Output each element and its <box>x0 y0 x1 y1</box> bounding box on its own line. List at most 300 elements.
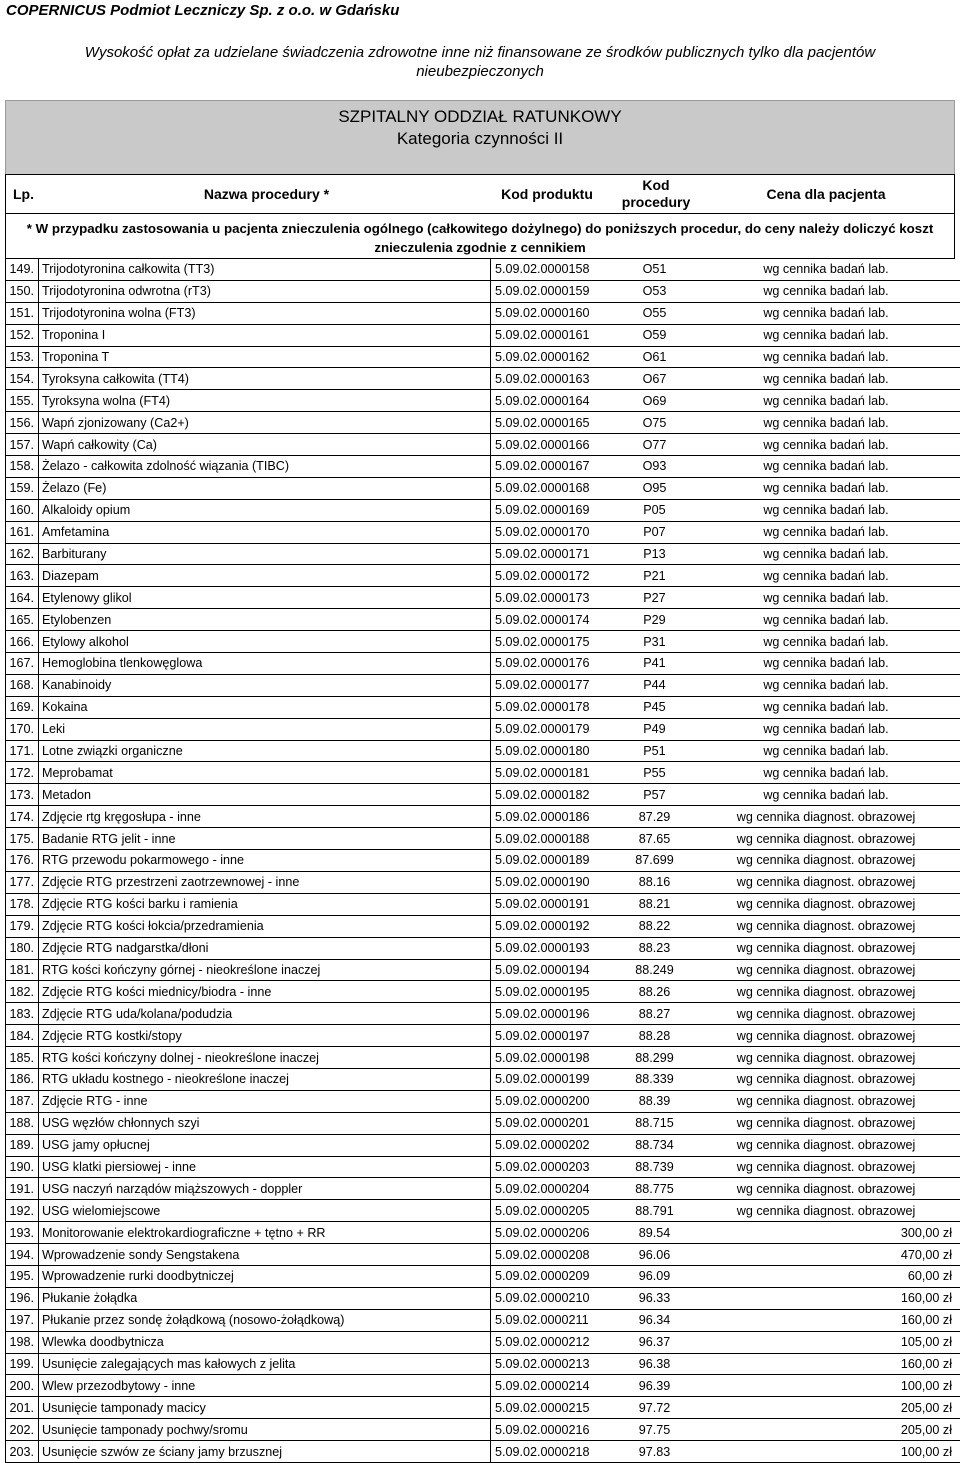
table-row <box>6 718 960 740</box>
procedure-name: Hemoglobina tlenkowęglowa <box>39 653 491 675</box>
row-number: 192. <box>6 1200 39 1222</box>
procedure-code: O61 <box>617 346 692 368</box>
procedure-name: Diazepam <box>39 565 491 587</box>
product-code: 5.09.02.0000180 <box>491 740 618 762</box>
product-code: 5.09.02.0000209 <box>491 1265 618 1287</box>
procedure-code: P44 <box>617 674 692 696</box>
row-number: 201. <box>6 1397 39 1419</box>
procedure-name: RTG przewodu pokarmowego - inne <box>39 850 491 872</box>
procedure-code: 88.791 <box>617 1200 692 1222</box>
procedure-name: Usunięcie zalegających mas kałowych z jelita <box>39 1353 491 1375</box>
procedure-code: O77 <box>617 434 692 456</box>
table-row <box>6 806 960 828</box>
procedure-code: P21 <box>617 565 692 587</box>
procedure-code: 87.699 <box>617 850 692 872</box>
price: wg cennika badań lab. <box>692 784 960 806</box>
procedure-name: Zdjęcie rtg kręgosłupa - inne <box>39 806 491 828</box>
product-code: 5.09.02.0000200 <box>491 1090 618 1112</box>
product-code: 5.09.02.0000161 <box>491 324 618 346</box>
product-code: 5.09.02.0000203 <box>491 1156 618 1178</box>
product-code: 5.09.02.0000204 <box>491 1178 618 1200</box>
procedure-code: 88.27 <box>617 1003 692 1025</box>
price: 160,00 zł <box>692 1353 960 1375</box>
table-row <box>6 390 960 412</box>
procedure-name: Kokaina <box>39 696 491 718</box>
row-number: 187. <box>6 1090 39 1112</box>
row-number: 167. <box>6 653 39 675</box>
table-row <box>6 259 960 280</box>
table-row <box>6 1331 960 1353</box>
table-row <box>6 368 960 390</box>
procedure-code: P05 <box>617 499 692 521</box>
procedure-name: USG naczyń narządów miąższowych - doppler <box>39 1178 491 1200</box>
table-row <box>6 893 960 915</box>
table-row <box>6 302 960 324</box>
procedure-name: Płukanie przez sondę żołądkową (nosowo-żołądkową) <box>39 1309 491 1331</box>
price: wg cennika diagnost. obrazowej <box>692 1134 960 1156</box>
price: 160,00 zł <box>692 1287 960 1309</box>
product-code: 5.09.02.0000192 <box>491 915 618 937</box>
product-code: 5.09.02.0000206 <box>491 1222 618 1244</box>
row-number: 194. <box>6 1244 39 1266</box>
table-row <box>6 828 960 850</box>
procedure-code: O59 <box>617 324 692 346</box>
price: wg cennika diagnost. obrazowej <box>692 1200 960 1222</box>
procedure-name: Płukanie żołądka <box>39 1287 491 1309</box>
product-code: 5.09.02.0000160 <box>491 302 618 324</box>
procedure-code: O95 <box>617 477 692 499</box>
product-code: 5.09.02.0000190 <box>491 871 618 893</box>
row-number: 177. <box>6 871 39 893</box>
product-code: 5.09.02.0000208 <box>491 1244 618 1266</box>
procedure-name: Usunięcie szwów ze ściany jamy brzusznej <box>39 1441 491 1463</box>
procedure-name: Zdjęcie RTG uda/kolana/podudzia <box>39 1003 491 1025</box>
row-number: 202. <box>6 1419 39 1441</box>
table-row <box>6 1112 960 1134</box>
table-row <box>6 1068 960 1090</box>
table-row <box>6 1244 960 1266</box>
procedure-name: Tyroksyna wolna (FT4) <box>39 390 491 412</box>
product-code: 5.09.02.0000162 <box>491 346 618 368</box>
price: 60,00 zł <box>692 1265 960 1287</box>
table-row <box>6 937 960 959</box>
row-number: 178. <box>6 893 39 915</box>
table-row <box>6 915 960 937</box>
procedure-name: Badanie RTG jelit - inne <box>39 828 491 850</box>
table-row <box>6 1441 960 1463</box>
product-code: 5.09.02.0000212 <box>491 1331 618 1353</box>
product-code: 5.09.02.0000210 <box>491 1287 618 1309</box>
price: wg cennika badań lab. <box>692 762 960 784</box>
price: wg cennika diagnost. obrazowej <box>692 1178 960 1200</box>
table-row <box>6 1287 960 1309</box>
table-row <box>6 1025 960 1047</box>
product-code: 5.09.02.0000214 <box>491 1375 618 1397</box>
procedure-name: USG węzłów chłonnych szyi <box>39 1112 491 1134</box>
procedure-name: Trijodotyronina odwrotna (rT3) <box>39 280 491 302</box>
procedure-name: USG klatki piersiowej - inne <box>39 1156 491 1178</box>
table-row <box>6 850 960 872</box>
row-number: 191. <box>6 1178 39 1200</box>
procedure-code: O67 <box>617 368 692 390</box>
table-row <box>6 434 960 456</box>
price: wg cennika badań lab. <box>692 456 960 478</box>
price: wg cennika badań lab. <box>692 718 960 740</box>
price: wg cennika diagnost. obrazowej <box>692 1003 960 1025</box>
row-number: 181. <box>6 959 39 981</box>
procedure-name: RTG kości kończyny górnej - nieokreślone inaczej <box>39 959 491 981</box>
product-code: 5.09.02.0000218 <box>491 1441 618 1463</box>
price: wg cennika diagnost. obrazowej <box>692 893 960 915</box>
procedure-code: P27 <box>617 587 692 609</box>
price: 205,00 zł <box>692 1419 960 1441</box>
price: wg cennika badań lab. <box>692 477 960 499</box>
procedure-code: 96.06 <box>617 1244 692 1266</box>
procedure-name: Żelazo - całkowita zdolność wiązania (TIBC) <box>39 456 491 478</box>
table-row <box>6 1265 960 1287</box>
procedure-code: 88.39 <box>617 1090 692 1112</box>
row-number: 168. <box>6 674 39 696</box>
section-subtitle: Kategoria czynności II <box>6 129 954 149</box>
row-number: 169. <box>6 696 39 718</box>
procedure-code: 88.22 <box>617 915 692 937</box>
table-row <box>6 521 960 543</box>
table-row <box>6 959 960 981</box>
product-code: 5.09.02.0000202 <box>491 1134 618 1156</box>
procedure-name: Zdjęcie RTG nadgarstka/dłoni <box>39 937 491 959</box>
procedure-name: Lotne związki organiczne <box>39 740 491 762</box>
procedure-code: 88.734 <box>617 1134 692 1156</box>
product-code: 5.09.02.0000168 <box>491 477 618 499</box>
price: wg cennika diagnost. obrazowej <box>692 981 960 1003</box>
product-code: 5.09.02.0000178 <box>491 696 618 718</box>
procedure-name: Trijodotyronina całkowita (TT3) <box>39 259 491 280</box>
procedure-code: O75 <box>617 412 692 434</box>
procedure-name: Alkaloidy opium <box>39 499 491 521</box>
row-number: 159. <box>6 477 39 499</box>
table-row <box>6 653 960 675</box>
product-code: 5.09.02.0000201 <box>491 1112 618 1134</box>
price: 205,00 zł <box>692 1397 960 1419</box>
row-number: 195. <box>6 1265 39 1287</box>
price: wg cennika diagnost. obrazowej <box>692 1068 960 1090</box>
procedure-code: O93 <box>617 456 692 478</box>
price: wg cennika badań lab. <box>692 324 960 346</box>
procedure-code: 96.34 <box>617 1309 692 1331</box>
price: wg cennika diagnost. obrazowej <box>692 828 960 850</box>
row-number: 203. <box>6 1441 39 1463</box>
product-code: 5.09.02.0000175 <box>491 631 618 653</box>
document-subtitle: Wysokość opłat za udzielane świadczenia zdrowotne inne niż finansowane ze środków publicznych tylko dla pacjentów nieubezpieczonych <box>20 43 940 81</box>
row-number: 165. <box>6 609 39 631</box>
procedure-name: Zdjęcie RTG kostki/stopy <box>39 1025 491 1047</box>
product-code: 5.09.02.0000177 <box>491 674 618 696</box>
table-row <box>6 1375 960 1397</box>
product-code: 5.09.02.0000158 <box>491 259 618 280</box>
row-number: 189. <box>6 1134 39 1156</box>
price: wg cennika badań lab. <box>692 653 960 675</box>
row-number: 158. <box>6 456 39 478</box>
column-header-price: Cena dla pacjenta <box>696 175 956 213</box>
table-row <box>6 565 960 587</box>
price: wg cennika diagnost. obrazowej <box>692 1112 960 1134</box>
column-header-product-code: Kod produktu <box>484 175 610 213</box>
price: wg cennika badań lab. <box>692 302 960 324</box>
row-number: 166. <box>6 631 39 653</box>
price: wg cennika diagnost. obrazowej <box>692 1156 960 1178</box>
product-code: 5.09.02.0000213 <box>491 1353 618 1375</box>
table-row <box>6 1200 960 1222</box>
procedure-code: 88.739 <box>617 1156 692 1178</box>
procedure-code: 96.39 <box>617 1375 692 1397</box>
price: 105,00 zł <box>692 1331 960 1353</box>
procedure-name: Etylenowy glikol <box>39 587 491 609</box>
procedure-name: Wapń całkowity (Ca) <box>39 434 491 456</box>
procedure-name: Usunięcie tamponady macicy <box>39 1397 491 1419</box>
product-code: 5.09.02.0000215 <box>491 1397 618 1419</box>
procedure-name: Wprowadzenie rurki doodbytniczej <box>39 1265 491 1287</box>
procedure-code: P13 <box>617 543 692 565</box>
product-code: 5.09.02.0000205 <box>491 1200 618 1222</box>
procedure-code: P45 <box>617 696 692 718</box>
table-row <box>6 1090 960 1112</box>
procedure-code: P31 <box>617 631 692 653</box>
procedure-name: RTG kości kończyny dolnej - nieokreślone inaczej <box>39 1047 491 1069</box>
row-number: 199. <box>6 1353 39 1375</box>
procedure-name: RTG układu kostnego - nieokreślone inaczej <box>39 1068 491 1090</box>
procedure-code: 88.715 <box>617 1112 692 1134</box>
table-row <box>6 1222 960 1244</box>
table-row <box>6 1134 960 1156</box>
table-row <box>6 696 960 718</box>
price: wg cennika badań lab. <box>692 521 960 543</box>
row-number: 161. <box>6 521 39 543</box>
procedure-code: 88.339 <box>617 1068 692 1090</box>
procedure-code: 87.29 <box>617 806 692 828</box>
table-row <box>6 1309 960 1331</box>
row-number: 160. <box>6 499 39 521</box>
product-code: 5.09.02.0000189 <box>491 850 618 872</box>
product-code: 5.09.02.0000165 <box>491 412 618 434</box>
table-row <box>6 346 960 368</box>
product-code: 5.09.02.0000173 <box>491 587 618 609</box>
product-code: 5.09.02.0000191 <box>491 893 618 915</box>
procedure-code: P57 <box>617 784 692 806</box>
procedure-name: Zdjęcie RTG kości łokcia/przedramienia <box>39 915 491 937</box>
table-row <box>6 1178 960 1200</box>
product-code: 5.09.02.0000164 <box>491 390 618 412</box>
price: wg cennika diagnost. obrazowej <box>692 959 960 981</box>
product-code: 5.09.02.0000171 <box>491 543 618 565</box>
procedure-name: Metadon <box>39 784 491 806</box>
table-row <box>6 477 960 499</box>
product-code: 5.09.02.0000197 <box>491 1025 618 1047</box>
procedure-code: 96.37 <box>617 1331 692 1353</box>
procedure-code: P29 <box>617 609 692 631</box>
procedure-name: Żelazo (Fe) <box>39 477 491 499</box>
procedure-name: Barbiturany <box>39 543 491 565</box>
procedure-name: Trijodotyronina wolna (FT3) <box>39 302 491 324</box>
table-row <box>6 587 960 609</box>
procedure-name: USG wielomiejscowe <box>39 1200 491 1222</box>
row-number: 152. <box>6 324 39 346</box>
price: 160,00 zł <box>692 1309 960 1331</box>
price: wg cennika diagnost. obrazowej <box>692 871 960 893</box>
price: wg cennika diagnost. obrazowej <box>692 937 960 959</box>
row-number: 157. <box>6 434 39 456</box>
product-code: 5.09.02.0000166 <box>491 434 618 456</box>
procedure-name: Etylobenzen <box>39 609 491 631</box>
row-number: 155. <box>6 390 39 412</box>
table-row <box>6 499 960 521</box>
table-row <box>6 609 960 631</box>
price: wg cennika badań lab. <box>692 740 960 762</box>
row-number: 171. <box>6 740 39 762</box>
price: 300,00 zł <box>692 1222 960 1244</box>
price: wg cennika diagnost. obrazowej <box>692 1090 960 1112</box>
procedure-code: P55 <box>617 762 692 784</box>
product-code: 5.09.02.0000182 <box>491 784 618 806</box>
price: wg cennika diagnost. obrazowej <box>692 1047 960 1069</box>
row-number: 162. <box>6 543 39 565</box>
product-code: 5.09.02.0000211 <box>491 1309 618 1331</box>
procedure-code: P41 <box>617 653 692 675</box>
table-row <box>6 740 960 762</box>
procedure-code: 97.72 <box>617 1397 692 1419</box>
price: wg cennika badań lab. <box>692 280 960 302</box>
procedure-code: O69 <box>617 390 692 412</box>
row-number: 190. <box>6 1156 39 1178</box>
section-banner <box>5 100 955 175</box>
table-row <box>6 784 960 806</box>
row-number: 198. <box>6 1331 39 1353</box>
procedure-code: 88.21 <box>617 893 692 915</box>
product-code: 5.09.02.0000195 <box>491 981 618 1003</box>
price-table <box>5 259 960 1463</box>
price: wg cennika badań lab. <box>692 434 960 456</box>
table-row <box>6 871 960 893</box>
product-code: 5.09.02.0000163 <box>491 368 618 390</box>
product-code: 5.09.02.0000176 <box>491 653 618 675</box>
procedure-code: 88.16 <box>617 871 692 893</box>
table-row <box>6 412 960 434</box>
procedure-code: O53 <box>617 280 692 302</box>
procedure-name: Usunięcie tamponady pochwy/sromu <box>39 1419 491 1441</box>
price: wg cennika badań lab. <box>692 565 960 587</box>
row-number: 184. <box>6 1025 39 1047</box>
procedure-name: Wlew przezodbytowy - inne <box>39 1375 491 1397</box>
organization-name: COPERNICUS Podmiot Leczniczy Sp. z o.o. w Gdańsku <box>6 2 399 19</box>
product-code: 5.09.02.0000194 <box>491 959 618 981</box>
procedure-name: Troponina I <box>39 324 491 346</box>
price: wg cennika badań lab. <box>692 587 960 609</box>
row-number: 154. <box>6 368 39 390</box>
price: wg cennika badań lab. <box>692 674 960 696</box>
procedure-code: 87.65 <box>617 828 692 850</box>
procedure-code: 96.33 <box>617 1287 692 1309</box>
price: wg cennika diagnost. obrazowej <box>692 850 960 872</box>
procedure-name: Zdjęcie RTG przestrzeni zaotrzewnowej - inne <box>39 871 491 893</box>
procedure-name: Zdjęcie RTG kości barku i ramienia <box>39 893 491 915</box>
row-number: 153. <box>6 346 39 368</box>
row-number: 175. <box>6 828 39 850</box>
procedure-name: USG jamy opłucnej <box>39 1134 491 1156</box>
procedure-code: 97.75 <box>617 1419 692 1441</box>
procedure-name: Tyroksyna całkowita (TT4) <box>39 368 491 390</box>
price: wg cennika badań lab. <box>692 412 960 434</box>
procedure-code: 96.09 <box>617 1265 692 1287</box>
product-code: 5.09.02.0000198 <box>491 1047 618 1069</box>
procedure-code: 88.299 <box>617 1047 692 1069</box>
row-number: 150. <box>6 280 39 302</box>
table-row <box>6 543 960 565</box>
procedure-name: Amfetamina <box>39 521 491 543</box>
procedure-name: Wapń zjonizowany (Ca2+) <box>39 412 491 434</box>
price: wg cennika badań lab. <box>692 609 960 631</box>
row-number: 149. <box>6 259 39 280</box>
product-code: 5.09.02.0000186 <box>491 806 618 828</box>
row-number: 176. <box>6 850 39 872</box>
procedure-name: Wprowadzenie sondy Sengstakena <box>39 1244 491 1266</box>
table-row <box>6 1156 960 1178</box>
product-code: 5.09.02.0000170 <box>491 521 618 543</box>
procedure-name: Meprobamat <box>39 762 491 784</box>
price: wg cennika badań lab. <box>692 631 960 653</box>
column-header-name: Nazwa procedury * <box>41 175 492 213</box>
row-number: 196. <box>6 1287 39 1309</box>
table-header <box>5 174 955 214</box>
price: wg cennika diagnost. obrazowej <box>692 915 960 937</box>
column-header-procedure-code: Kod procedury <box>616 175 696 213</box>
procedure-name: Leki <box>39 718 491 740</box>
price: 470,00 zł <box>692 1244 960 1266</box>
price: 100,00 zł <box>692 1441 960 1463</box>
table-row <box>6 981 960 1003</box>
table-row <box>6 1419 960 1441</box>
procedure-code: 88.28 <box>617 1025 692 1047</box>
row-number: 179. <box>6 915 39 937</box>
price: wg cennika diagnost. obrazowej <box>692 1025 960 1047</box>
section-title: SZPITALNY ODDZIAŁ RATUNKOWY <box>6 107 954 127</box>
procedure-code: 88.775 <box>617 1178 692 1200</box>
price: wg cennika badań lab. <box>692 696 960 718</box>
row-number: 172. <box>6 762 39 784</box>
procedure-code: P07 <box>617 521 692 543</box>
table-row <box>6 762 960 784</box>
table-row <box>6 1047 960 1069</box>
procedure-code: 88.26 <box>617 981 692 1003</box>
row-number: 193. <box>6 1222 39 1244</box>
row-number: 151. <box>6 302 39 324</box>
row-number: 180. <box>6 937 39 959</box>
row-number: 182. <box>6 981 39 1003</box>
price: wg cennika diagnost. obrazowej <box>692 806 960 828</box>
procedure-code: O51 <box>617 259 692 280</box>
row-number: 188. <box>6 1112 39 1134</box>
row-number: 183. <box>6 1003 39 1025</box>
procedure-name: Etylowy alkohol <box>39 631 491 653</box>
product-code: 5.09.02.0000216 <box>491 1419 618 1441</box>
procedure-code: 88.249 <box>617 959 692 981</box>
product-code: 5.09.02.0000179 <box>491 718 618 740</box>
row-number: 173. <box>6 784 39 806</box>
price: wg cennika badań lab. <box>692 499 960 521</box>
price: wg cennika badań lab. <box>692 368 960 390</box>
table-row <box>6 1003 960 1025</box>
row-number: 197. <box>6 1309 39 1331</box>
product-code: 5.09.02.0000172 <box>491 565 618 587</box>
table-row <box>6 1397 960 1419</box>
